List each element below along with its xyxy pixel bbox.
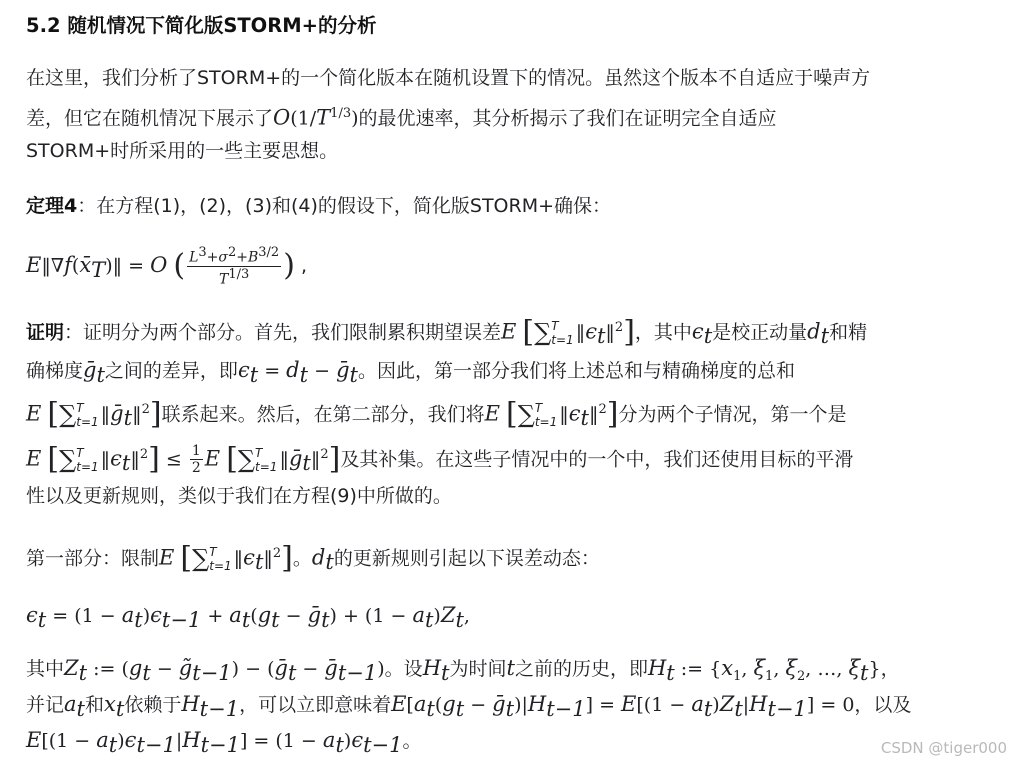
proof-line-2: 确梯度ḡ$_t$之间的差异，即$\epsilon_t = d_t$ − ḡ$_t$。因此，第一部分我们将上述总和与精确梯度的总和 — [26, 358, 795, 387]
tail-line-2: 并记$a_t$和$x_t$依赖于$H_{t-1}$，可以立即意味着$E[a_t(g_t$ − $ḡ_t)|H_{t-1}] = E[(1 - a_t)Z_t|H_{t-1}] = 0$，以及 — [26, 692, 912, 721]
proof-line-4: E [∑ T t=1 $‖\epsilon_t‖^2$] ≤ $\frac{1}{2}$ E [∑ T t=1 ‖ḡ$_t$‖$^2$]及其补集。在这些子情况中的一个中，我们还使用目标的平滑 — [26, 441, 854, 477]
proof-line-5: 性以及更新规则，类似于我们在方程(9)中所做的。 — [26, 485, 452, 507]
part-one-line: 第一部分：限制E [∑ T t=1 $‖\epsilon_t‖^2$]。$d_t$的更新规则引起以下误差动态： — [26, 540, 600, 576]
proof-line-1: 证明：证明分为两个部分。首先，我们限制累积期望误差E [∑ T t=1 $‖\epsilon_t‖^2$]，其中$\epsilon_t$是校正动量$d_t$和精 — [26, 314, 868, 350]
csdn-watermark: CSDN @tiger000 — [880, 739, 1007, 757]
theorem-statement: 定理4：在方程(1)，(2)，(3)和(4)的假设下，简化版STORM+确保： — [26, 195, 612, 217]
theorem-label: 定理4 — [26, 195, 78, 217]
proof-line-3: E [∑ T t=1 ‖ḡ$_t$‖$^2$]联系起来。然后，在第二部分，我们将E [∑ T t=1 $‖\epsilon_t‖^2$]分为两个子情况，第一个是 — [26, 396, 847, 432]
intro-line-1: 在这里，我们分析了STORM+的一个简化版本在随机设置下的情况。虽然这个版本不自适应于噪声方 — [26, 67, 871, 89]
intro-line-2: 差，但它在随机情况下展示了$O(1/T^{1/3})$的最优速率，其分析揭示了我们在证明完全自适应 — [26, 105, 777, 130]
intro-line-3: STORM+时所采用的一些主要思想。 — [26, 140, 339, 162]
theorem-equation: $E‖\nabla f(x̄_T)‖ = O$ ( $\frac{L^3+\sigma^2+B^{3/2}}{T^{1/3}}$ ) , — [26, 245, 308, 288]
error-dynamics-equation: $\epsilon_t = (1 - a_t)\epsilon_{t-1} + a_t(g_t$ − ḡ$_t$) + $(1 - a_t)Z_t$, — [26, 603, 470, 632]
proof-label: 证明 — [26, 321, 65, 344]
tail-line-3: $E[(1 - a_t)\epsilon_{t-1}|H_{t-1}] = (1 - a_t)\epsilon_{t-1}$。 — [26, 728, 422, 757]
section-title: 5.2 随机情况下简化版STORM+的分析 — [26, 14, 377, 37]
tail-line-1: 其中$Z_t$ := ($g_t$ − $g̃_{t-1}$) − (ḡ$_t$ − ḡ$_{t-1}$)。设$H_t$为时间t之前的历史，即$H_t$ := {$x_1$, $\xi_1$, $\xi_2$, …, $\xi_t$}， — [26, 656, 900, 685]
